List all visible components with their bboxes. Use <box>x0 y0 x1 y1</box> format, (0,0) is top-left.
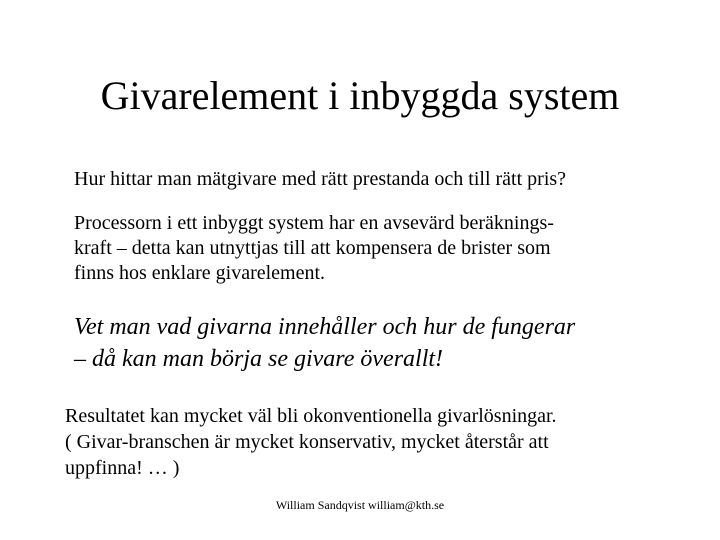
result-paragraph <box>65 403 557 481</box>
result-line: ( Givar-branschen är mycket konservativ, mycket återstår att <box>65 431 549 453</box>
emphasis-paragraph <box>74 311 575 375</box>
slide-title: Givarelement i inbyggda system <box>100 73 620 118</box>
question-text: Hur hittar man mätgivare med rätt prestanda och till rätt pris? <box>74 168 567 190</box>
result-line: Resultatet kan mycket väl bli okonventionella givarlösningar. <box>65 405 557 427</box>
result-line: uppfinna! … ) <box>65 457 180 479</box>
paragraph-line: finns hos enklare givarelement. <box>74 262 326 284</box>
paragraph-line: Processorn i ett inbyggt system har en avsevärd beräknings- <box>74 212 554 234</box>
footer-author: William Sandqvist william@kth.se <box>275 498 445 512</box>
emphasis-line: – då kan man börja se givare överallt! <box>74 346 444 372</box>
emphasis-line: Vet man vad givarna innehåller och hur de fungerar <box>74 314 576 340</box>
paragraph-line: kraft – detta kan utnyttjas till att kompensera de brister som <box>74 237 551 259</box>
processor-paragraph <box>74 211 554 286</box>
